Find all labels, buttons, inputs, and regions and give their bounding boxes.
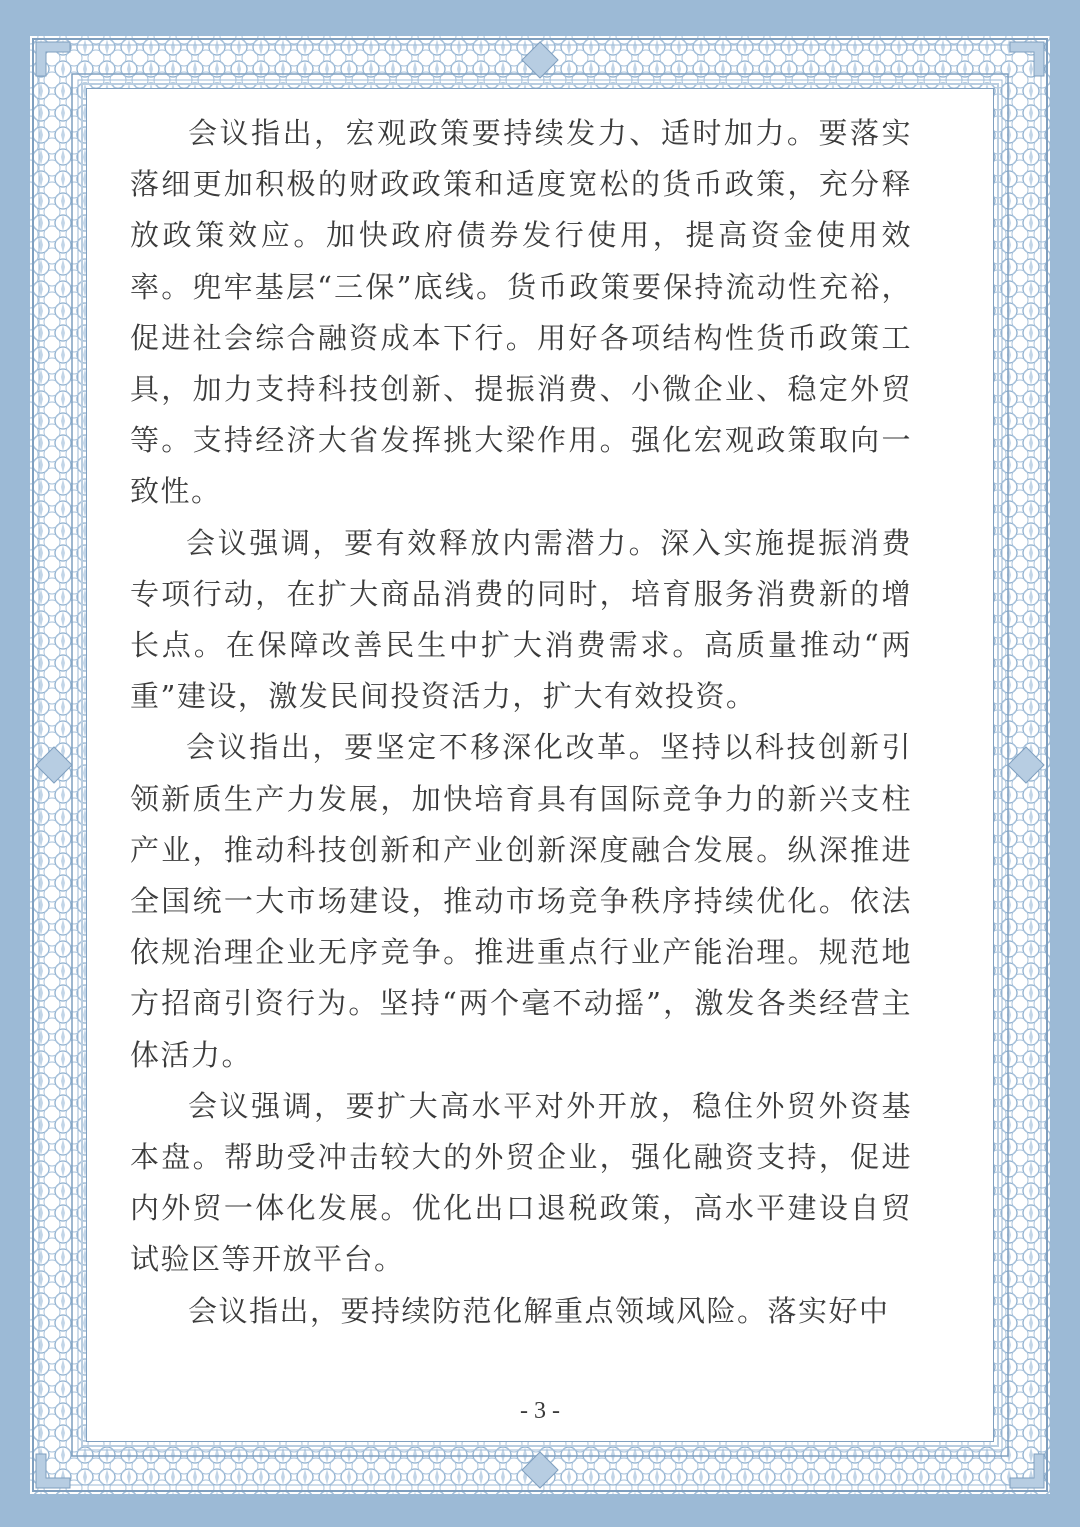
page-number: - 3 - xyxy=(520,1398,560,1424)
paragraph: 会议强调，要扩大高水平对外开放，稳住外贸外资基本盘。帮助受冲击较大的外贸企业，强化融资支持，促进内外贸一体化发展。优化出口退税政策，高水平建设自贸试验区等开放平台。 xyxy=(130,1088,912,1277)
paragraph: 会议指出，要坚定不移深化改革。坚持以科技创新引领新质生产力发展，加快培育具有国际竞争力的新兴支柱产业，推动科技创新和产业创新深度融合发展。纵深推进全国统一大市场建设，推动市场竞争秩序持续优化。依法依规治理企业无序竞争。推进重点行业产能治理。规范地方招商引资行为。坚持“两个毫不动摇”，激发各类经营主体活力。 xyxy=(130,730,912,1072)
document-body xyxy=(130,108,912,1337)
paragraph: 会议指出，要持续防范化解重点领域风险。落实好中 xyxy=(188,1293,890,1328)
paragraph: 会议强调，要有效释放内需潜力。深入实施提振消费专项行动，在扩大商品消费的同时，培育服务消费新的增长点。在保障改善民生中扩大消费需求。高质量推动“两重”建设，激发民间投资活力，扩大有效投资。 xyxy=(130,525,912,714)
paragraph: 会议指出，宏观政策要持续发力、适时加力。要落实落细更加积极的财政政策和适度宽松的货币政策，充分释放政策效应。加快政府债券发行使用，提高资金使用效率。兜牢基层“三保”底线。货币政策要保持流动性充裕，促进社会综合融资成本下行。用好各项结构性货币政策工具，加力支持科技创新、提振消费、小微企业、稳定外贸等。支持经济大省发挥挑大梁作用。强化宏观政策取向一致性。 xyxy=(130,116,912,509)
